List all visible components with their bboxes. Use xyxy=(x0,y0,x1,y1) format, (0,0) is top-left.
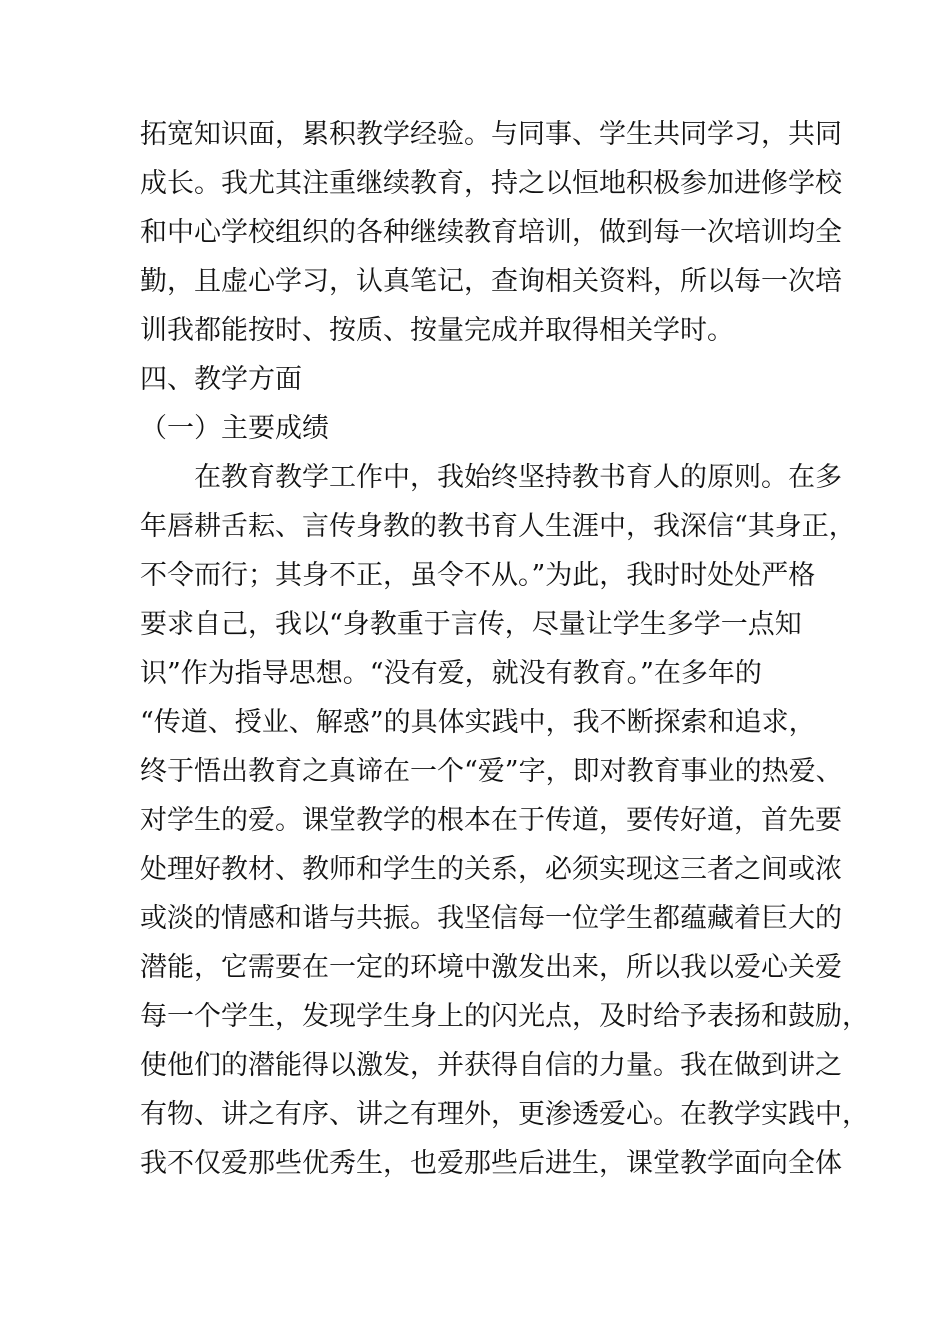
text-line: 潜能，它需要在一定的环境中激发出来，所以我以爱心关爱 xyxy=(140,952,842,983)
text-line: 每一个学生，发现学生身上的闪光点，及时给予表扬和鼓励， xyxy=(140,1001,869,1032)
subsection-heading: （一）主要成绩 xyxy=(140,413,329,444)
text-line: 训我都能按时、按质、按量完成并取得相关学时。 xyxy=(140,315,734,346)
text-line: 勤，且虚心学习，认真笔记，查询相关资料，所以每一次培 xyxy=(140,266,842,297)
text-line: 或淡的情感和谐与共振。我坚信每一位学生都蕴藏着巨大的 xyxy=(140,903,842,934)
text-line: 拓宽知识面，累积教学经验。与同事、学生共同学习，共同 xyxy=(140,119,842,150)
text-line: 年唇耕舌耘、言传身教的教书育人生涯中，我深信“其身正， xyxy=(140,511,856,542)
text-line: “传道、授业、解惑”的具体实践中，我不断探索和追求， xyxy=(140,707,816,738)
text-line: 和中心学校组织的各种继续教育培训，做到每一次培训均全 xyxy=(140,217,842,248)
text-line: 不令而行；其身不正，虽令不从。”为此，我时时处处严格 xyxy=(140,560,816,591)
section-heading: 四、教学方面 xyxy=(140,364,302,395)
text-line: 使他们的潜能得以激发，并获得自信的力量。我在做到讲之 xyxy=(140,1050,842,1081)
text-line: 终于悟出教育之真谛在一个“爱”字，即对教育事业的热爱、 xyxy=(140,756,843,787)
text-line: 我不仅爱那些优秀生，也爱那些后进生，课堂教学面向全体 xyxy=(140,1148,842,1179)
text-line: 有物、讲之有序、讲之有理外，更渗透爱心。在教学实践中， xyxy=(140,1099,869,1130)
text-line: 识”作为指导思想。“没有爱，就没有教育。”在多年的 xyxy=(140,658,762,689)
text-line: 成长。我尤其注重继续教育，持之以恒地积极参加进修学校 xyxy=(140,168,842,199)
paragraph-first-line: 在教育教学工作中，我始终坚持教书育人的原则。在多 xyxy=(194,462,842,493)
body-text xyxy=(140,110,869,1188)
text-line: 要求自己，我以“身教重于言传，尽量让学生多学一点知 xyxy=(140,609,802,640)
text-line: 对学生的爱。课堂教学的根本在于传道，要传好道，首先要 xyxy=(140,805,842,836)
text-line: 处理好教材、教师和学生的关系，必须实现这三者之间或浓 xyxy=(140,854,842,885)
